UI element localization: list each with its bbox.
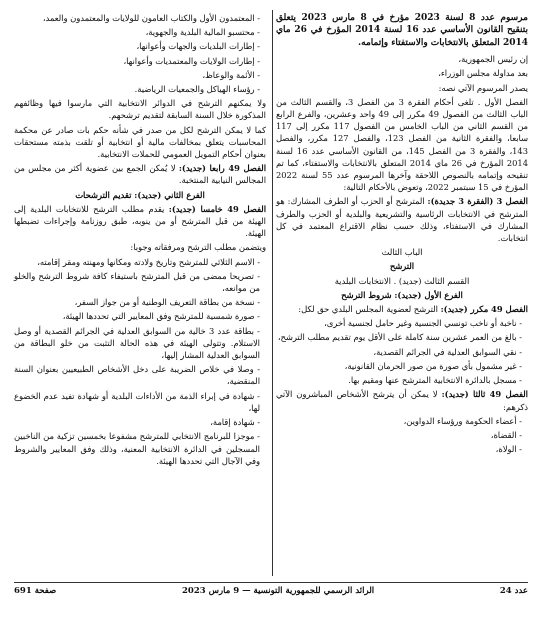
article-1: الفصل الأول . تلغى أحكام الفقرة 3 من الفصل 3، والقسم الثالث من الباب الثالث من الفصول 49 مكرر إلى 49 واحد وعشرين، والفرع الرابع من القسم الثاني من الباب الخامس من الفصول 117 مكرر إلى 117 سابعا، والفقرة الثانية من الفصل 123، والفصل 127 مكرر، والفصل 143، والفقرة 3 من الفصل 145، من القانون الأساسي عدد 16 لسنة 2014 المؤرخ في 26 ماي 2014 المتعلق بالانتخابات والاستفتاء، كما تم تنقيحه وإتمامه بالنصوص اللاحقة وآخرها المرسوم عدد 55 لسنة 2022 المؤرخ في 15 سبتمبر 2022، وتعوض بالأحكام التالية: [276, 96, 528, 193]
article-text: لا يُمكن الجمع بين عضوية أكثر من مجلس من المجالس النيابية المنتخبة. [14, 163, 266, 186]
article-49-ter [276, 388, 528, 412]
paragraph: يصدر المرسوم الآتي نصه: [438, 82, 528, 93]
article-text: الترشح لعضوية المجلس البلدي حق لكل: [298, 304, 441, 315]
article-3-para-3 [276, 195, 528, 244]
article-text: المترشح أو الحزب أو الطرف المشارك: هو المترشح في الانتخابات الرئاسية والتشريعية والبلدية أو الحزب والطرف المشارك في الاستفتاء، وذلك حسب نظام الاقتراع المعتمد في كل انتخابات. [276, 196, 528, 244]
subsection-title: الفرع الأول (جديد): شروط الترشح [341, 289, 463, 300]
paragraph: بعد مداولة مجلس الوزراء، [438, 68, 528, 79]
list-item: - ناخبة أو ناخب تونسي الجنسية وغير حامل لجنسية أخرى، [324, 318, 522, 329]
list-item: - مسجل بالدائرة الانتخابية المترشح عنها ومقيم بها. [348, 375, 522, 386]
column-divider [272, 10, 273, 576]
article-heading: الفصل 49 رابعا (جديد): [178, 163, 266, 174]
list-item: - أعضاء الحكومة ورؤساء الدواوين، [403, 415, 522, 426]
article-heading: الفصل 3 (الفقرة 3 جديدة): [427, 196, 528, 207]
list-item: - نسخة من بطاقة التعريف الوطنية أو من جواز السفر، [74, 297, 260, 308]
list-item: - إطارات الولايات والمعتمديات وأعوانها، [123, 55, 260, 66]
list-item: - نقي السوابق العدلية في الجرائم القصدية، [373, 346, 522, 357]
list-item: - وصلا في خلاص الضريبة على دخل الأشخاص الطبيعيين بعنوان السنة المنقضية، [14, 364, 260, 387]
gazette-name: الرائد الرسمي للجمهورية التونسية — 9 مارس 2023 [182, 586, 375, 596]
article-49-quinquies [14, 203, 266, 240]
paragraph: ويتضمن مطلب الترشح ومرفقاته وجوبا: [130, 242, 266, 253]
article-49-bis [276, 303, 528, 315]
list-item: - شهادة في إبراء الذمة من الأداءات البلدية أو شهادة تفيد عدم الخضوع لها، [14, 390, 260, 413]
list-item: - الأئمة والوعاظ، [202, 69, 260, 80]
list-item: - الاسم الثلاثي للمترشح وتاريخ ولادته ومكانها ومهنته ومقر إقامته، [37, 256, 260, 267]
issue-number: عدد 24 [499, 586, 528, 596]
article-heading: الفصل 49 مكرر (جديد): [440, 304, 528, 315]
page-footer [14, 582, 528, 596]
list-item: - القضاة، [490, 429, 522, 440]
paragraph: ولا يمكنهم الترشح في الدوائر الانتخابية التي مارسوا فيها وظائفهم المذكورة خلال السنة السابقة لتقديم ترشحهم. [14, 98, 266, 121]
article-text: يقدم مطلب الترشح للانتخابات البلدية إلى الهيئة من قبل المترشح أو من ينوبه، طبق روزنامة وإجراءات تضبطها الهيئة. [14, 203, 266, 239]
paragraph: إن رئيس الجمهورية، [458, 54, 528, 65]
list-item: - بالغ من العمر عشرين سنة كاملة على الأقل يوم تقديم مطلب الترشح، [277, 332, 522, 343]
list-item: - صورة شمسية للمترشح وفق المعايير التي تحددها الهيئة، [62, 311, 260, 322]
article-49-quater [14, 162, 266, 186]
chapter-title: الترشح [389, 261, 415, 272]
list-item: - موجزا للبرنامج الانتخابي للمترشح مشفوعا بخمسين تزكية من الناخبين المسجلين في الدائرة الانتخابية المعنية، وذلك وفق المعايير والشروط وفي الآجال التي تحددها الهيئة. [14, 431, 260, 466]
right-column [276, 12, 528, 457]
list-item: - تصريحا ممضى من قبل المترشح باستيفاء كافة شروط الترشح والخلو من موانعه، [14, 270, 260, 294]
article-heading: الفصل 49 ثالثا (جديد): [441, 389, 528, 400]
list-item: - شهادة إقامة، [210, 417, 260, 428]
chapter-number: الباب الثالث [381, 247, 423, 258]
section-title: القسم الثالث (جديد) . الانتخابات البلدية [334, 275, 470, 286]
list-item: - رؤساء الهياكل والجمعيات الرياضية. [134, 84, 260, 95]
paragraph: كما لا يمكن الترشح لكل من صدر في شأنه حكم بات صادر عن محكمة المحاسبات يتعلق بمخالفات مالية أو انتخابية أو تلقت بذمته مستحقات بعنوان أحكام التمويل العمومي للحملات الانتخابية. [14, 124, 266, 160]
article-text: لا يمكن أن يترشح الأشخاص المباشرون الآتي ذكرهم: [276, 389, 528, 412]
subsection-title: الفرع الثاني (جديد): تقديم الترشحات [75, 189, 205, 200]
list-item: - المعتمدون الأول والكتاب العامون للولايات والمعتمدون والعمد، [42, 13, 260, 23]
list-item: - محتسبو المالية البلدية والجهوية، [145, 27, 260, 38]
left-column [14, 12, 266, 469]
decree-title: مرسوم عدد 8 لسنة 2023 مؤرخ في 8 مارس 2023 يتعلق بتنقيح القانون الأساسي عدد 16 لسنة 2014 المؤرخ في 26 ماي 2014 المتعلق بالانتخابات والاستفتاء وإتمامه. [276, 13, 528, 48]
list-item: - بطاقة عدد 3 خالية من السوابق العدلية في الجرائم القصدية أو وصل الاستلام. وتتولى الهيئة في هذه الحالة التثبت من خلو البطاقة من السوابق العدلية المشار إليها، [14, 325, 260, 361]
page-number: صفحة 691 [14, 586, 57, 596]
list-item: - إطارات البلديات والجهات وأعوانها، [136, 41, 260, 52]
list-item: - غير مشمول بأي صورة من صور الحرمان القانونية، [344, 360, 522, 371]
list-item: - الولاة، [495, 444, 522, 455]
article-heading: الفصل 49 خامسا (جديد): [168, 203, 266, 214]
